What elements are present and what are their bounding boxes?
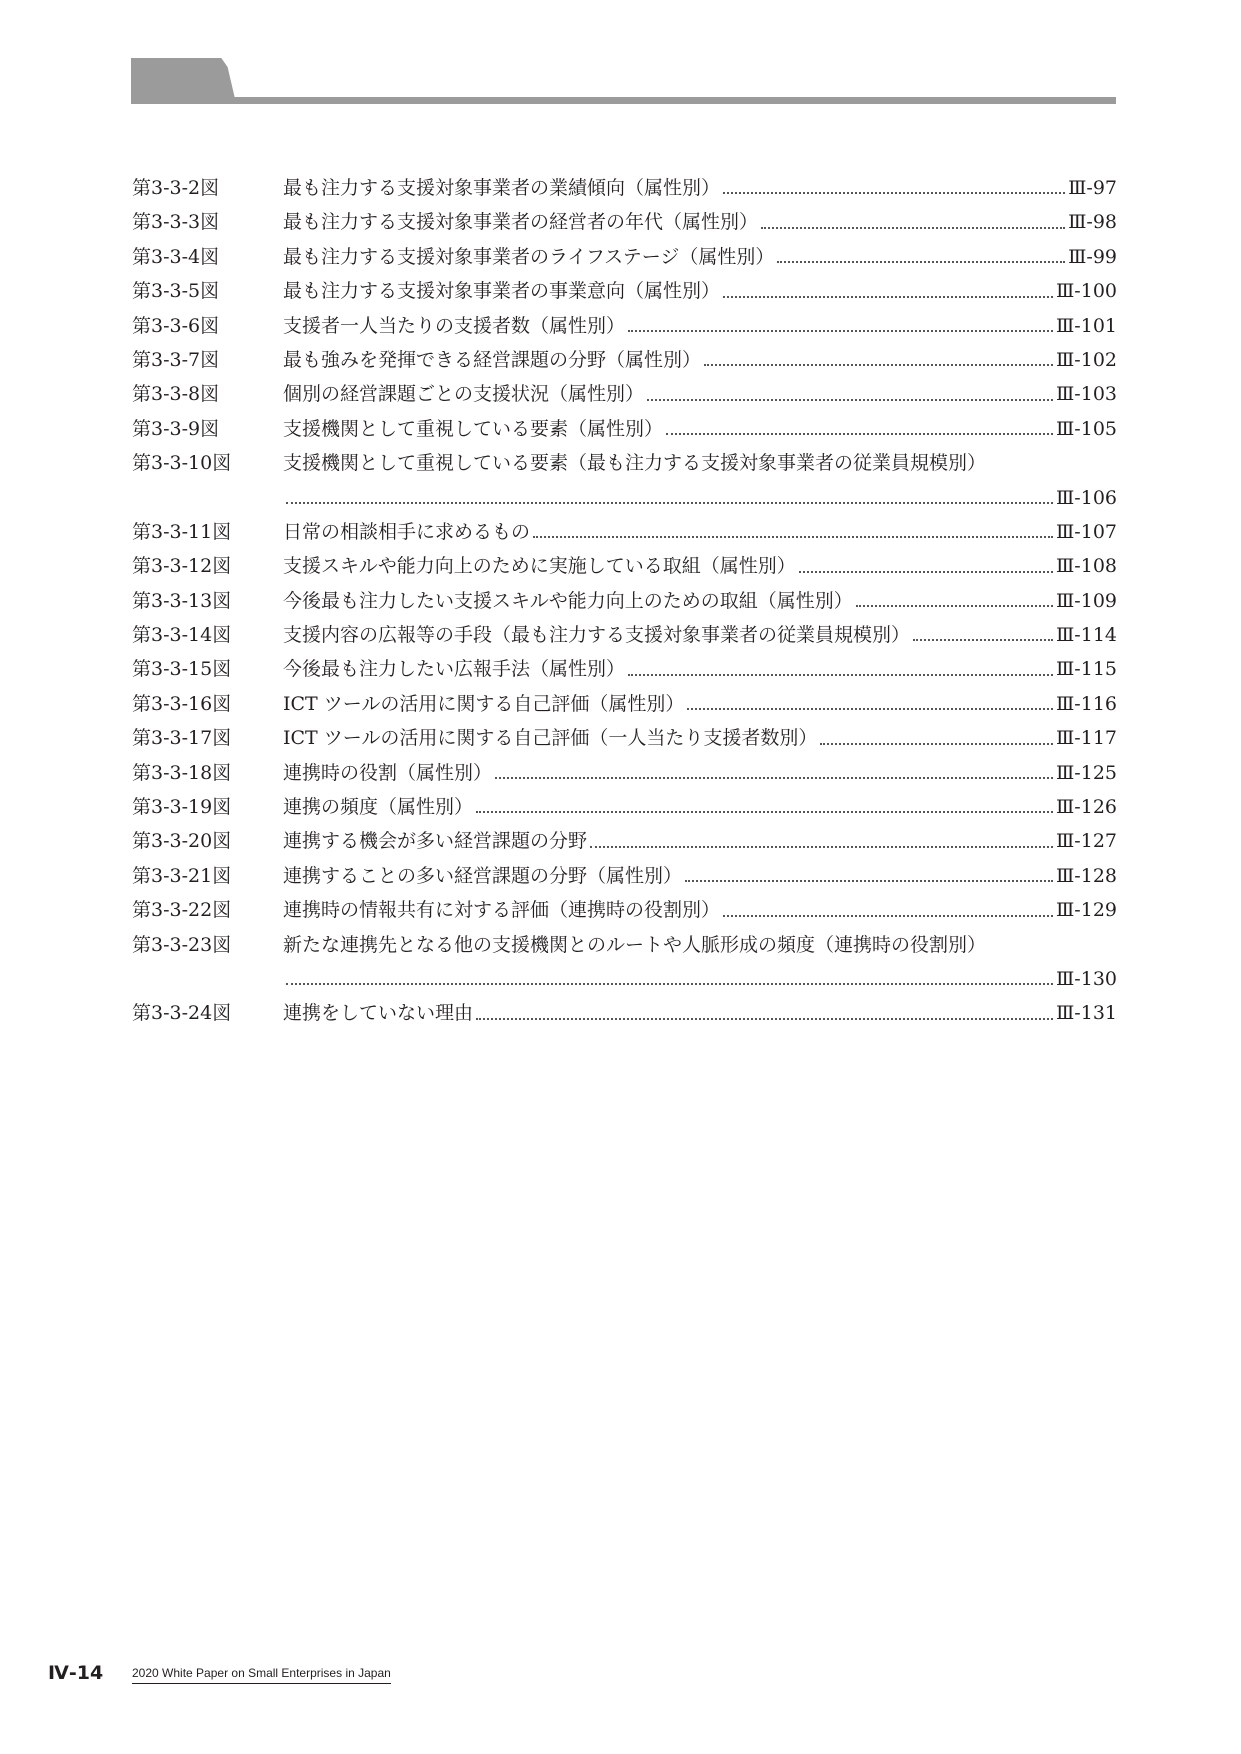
toc-entry[interactable] [132,928,1117,997]
figure-number: 第3-3-3図 [132,211,220,234]
dot-leader [704,364,1053,366]
publication-title: 2020 White Paper on Small Enterprises in Japan [132,1666,391,1684]
figure-number: 第3-3-9図 [132,417,220,440]
page-ref: Ⅲ-103 [1055,383,1117,406]
dot-leader [286,983,1053,985]
dot-leader [777,261,1065,263]
toc-entry[interactable] [132,618,1117,652]
dot-leader [476,811,1053,813]
toc-entry[interactable] [132,996,1117,1030]
toc-entry[interactable] [132,171,1117,205]
toc-entry[interactable] [132,240,1117,274]
page-ref: Ⅲ-97 [1068,176,1117,199]
dot-leader [533,536,1053,538]
figure-title: 連携をしていない理由 [283,1002,474,1025]
dot-leader [913,639,1053,641]
toc-entry[interactable] [132,859,1117,893]
page-ref: Ⅲ-98 [1068,211,1117,234]
figure-number: 第3-3-8図 [132,383,220,406]
page-ref: Ⅲ-128 [1055,864,1117,887]
dot-leader [628,330,1053,332]
dot-leader [685,880,1053,882]
dot-leader [723,915,1053,917]
page-ref: Ⅲ-100 [1055,280,1117,303]
figure-number: 第3-3-23図 [132,933,232,956]
toc-entry[interactable] [132,377,1117,411]
dot-leader [799,571,1053,573]
figure-number: 第3-3-6図 [132,314,220,337]
toc-entry[interactable] [132,790,1117,824]
page-ref: Ⅲ-108 [1055,555,1117,578]
figure-number: 第3-3-4図 [132,245,220,268]
figure-title: 連携する機会が多い経営課題の分野 [283,830,588,853]
dot-leader [286,502,1053,504]
toc-entry[interactable] [132,309,1117,343]
figure-title: 連携の頻度（属性別） [283,796,474,819]
dot-leader [590,846,1053,848]
figure-title: 今後最も注力したい支援スキルや能力向上のための取組（属性別） [283,589,853,612]
figure-number: 第3-3-20図 [132,830,232,853]
figure-number: 第3-3-14図 [132,624,232,647]
figure-title: ICT ツールの活用に関する自己評価（一人当たり支援者数別） [283,727,818,750]
figure-list [132,171,1117,1031]
figure-number: 第3-3-7図 [132,348,220,371]
dot-leader [476,1018,1053,1020]
figure-number: 第3-3-11図 [132,520,232,543]
dot-leader [495,777,1053,779]
page-ref: Ⅲ-131 [1055,1002,1117,1025]
page-ref: Ⅲ-107 [1055,520,1117,543]
page-ref: Ⅲ-106 [1055,486,1117,509]
figure-title: 連携することの多い経営課題の分野（属性別） [283,864,683,887]
figure-number: 第3-3-15図 [132,658,232,681]
page-ref: Ⅲ-129 [1055,899,1117,922]
toc-entry[interactable] [132,652,1117,686]
figure-title: 連携時の情報共有に対する評価（連携時の役割別） [283,899,721,922]
page-ref: Ⅲ-105 [1055,417,1117,440]
figure-number: 第3-3-24図 [132,1002,232,1025]
toc-entry[interactable] [132,274,1117,308]
figure-number: 第3-3-10図 [132,452,232,475]
figure-title: 日常の相談相手に求めるもの [283,520,531,543]
toc-entry[interactable] [132,343,1117,377]
dot-leader [666,433,1053,435]
page-ref: Ⅲ-117 [1055,727,1117,750]
toc-entry[interactable] [132,893,1117,927]
page-ref: Ⅲ-99 [1068,245,1117,268]
figure-title: 支援内容の広報等の手段（最も注力する支援対象事業者の従業員規模別） [283,624,911,647]
figure-number: 第3-3-5図 [132,280,220,303]
header-bar [131,97,1116,104]
figure-number: 第3-3-17図 [132,727,232,750]
figure-number: 第3-3-19図 [132,796,232,819]
dot-leader [723,192,1065,194]
dot-leader [820,743,1053,745]
toc-entry[interactable] [132,412,1117,446]
figure-title: 最も強みを発揮できる経営課題の分野（属性別） [283,348,702,371]
dot-leader [856,605,1053,607]
page-ref: Ⅲ-109 [1055,589,1117,612]
figure-title: 個別の経営課題ごとの支援状況（属性別） [283,383,645,406]
toc-entry[interactable] [132,549,1117,583]
page-ref: Ⅲ-125 [1055,761,1117,784]
figure-title: 最も注力する支援対象事業者の業績傾向（属性別） [283,176,721,199]
toc-entry[interactable] [132,584,1117,618]
figure-number: 第3-3-2図 [132,176,220,199]
figure-title: 今後最も注力したい広報手法（属性別） [283,658,626,681]
figure-title: 最も注力する支援対象事業者の事業意向（属性別） [283,280,721,303]
figure-title: 支援スキルや能力向上のために実施している取組（属性別） [283,555,796,578]
page-ref: Ⅲ-126 [1055,796,1117,819]
figure-number: 第3-3-13図 [132,589,232,612]
figure-number: 第3-3-21図 [132,864,232,887]
figure-title: 支援機関として重視している要素（最も注力する支援対象事業者の従業員規模別） [283,452,987,475]
toc-entry[interactable] [132,687,1117,721]
dot-leader [647,399,1053,401]
figure-title: ICT ツールの活用に関する自己評価（属性別） [283,692,685,715]
page-ref: Ⅲ-115 [1055,658,1117,681]
page-ref: Ⅲ-116 [1055,692,1117,715]
figure-title: 支援者一人当たりの支援者数（属性別） [283,314,626,337]
page-ref: Ⅲ-130 [1055,967,1117,990]
figure-title: 支援機関として重視している要素（属性別） [283,417,664,440]
page-ref: Ⅲ-101 [1055,314,1117,337]
dot-leader [687,708,1053,710]
page-ref: Ⅲ-127 [1055,830,1117,853]
figure-title: 連携時の役割（属性別） [283,761,493,784]
figure-title: 最も注力する支援対象事業者の経営者の年代（属性別） [283,211,759,234]
toc-entry[interactable] [132,756,1117,790]
figure-number: 第3-3-16図 [132,692,232,715]
toc-entry[interactable] [132,721,1117,755]
figure-number: 第3-3-18図 [132,761,232,784]
page-number: Ⅳ-14 [48,1662,104,1684]
figure-number: 第3-3-12図 [132,555,232,578]
toc-entry[interactable] [132,824,1117,858]
page-ref: Ⅲ-114 [1055,624,1117,647]
toc-entry[interactable] [132,446,1117,515]
figure-title: 最も注力する支援対象事業者のライフステージ（属性別） [283,245,775,268]
dot-leader [628,674,1053,676]
dot-leader [761,227,1065,229]
dot-leader [723,296,1053,298]
figure-title: 新たな連携先となる他の支援機関とのルートや人脈形成の頻度（連携時の役割別） [283,933,987,956]
toc-entry[interactable] [132,205,1117,239]
page-ref: Ⅲ-102 [1055,348,1117,371]
figure-number: 第3-3-22図 [132,899,232,922]
toc-entry[interactable] [132,515,1117,549]
